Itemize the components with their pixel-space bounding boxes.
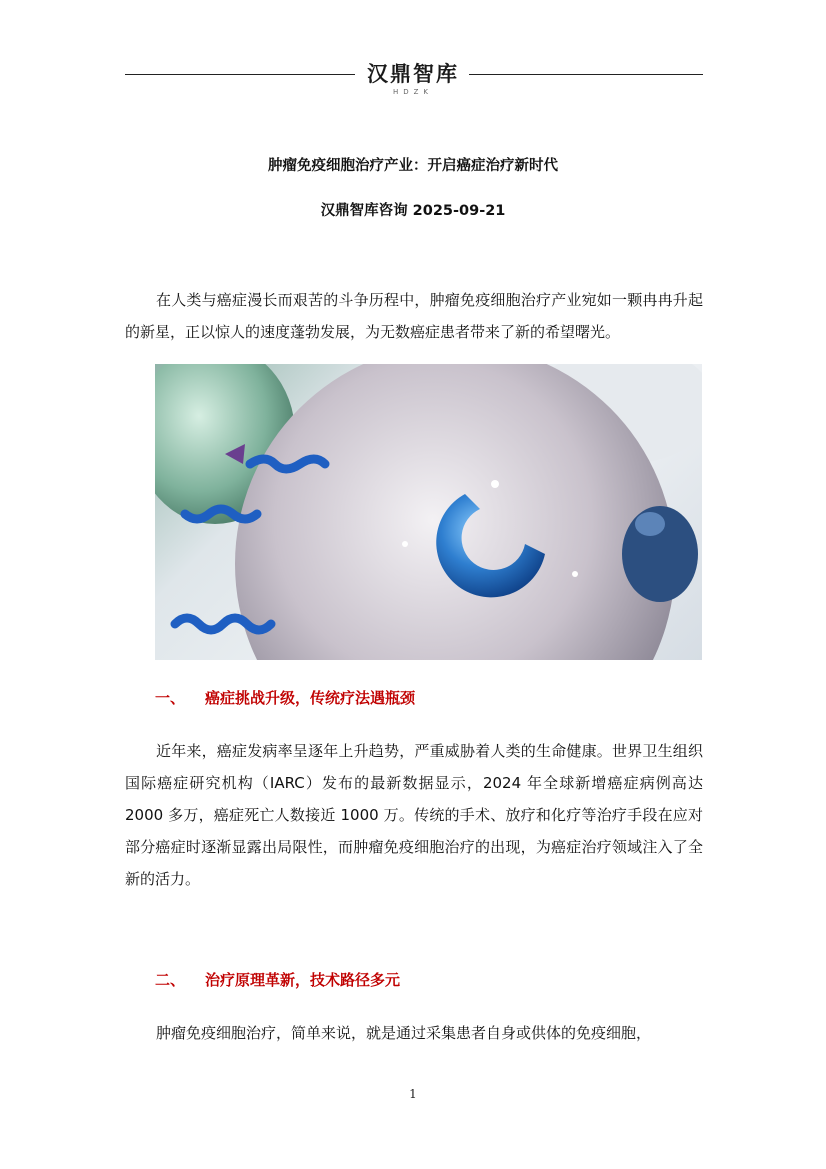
- section-2-number: 二、: [155, 971, 186, 989]
- section-1-heading: [155, 688, 415, 708]
- immune-cell-illustration-graphic: [155, 364, 702, 660]
- immune-cell-illustration: [155, 364, 702, 660]
- section-2-title: 治疗原理革新，技术路径多元: [205, 971, 401, 989]
- section-2-paragraph: 肿瘤免疫细胞治疗，简单来说，就是通过采集患者自身或供体的免疫细胞，: [156, 1024, 652, 1042]
- page-number: 1: [409, 1087, 417, 1101]
- brand-logo: 汉鼎智库: [367, 62, 459, 86]
- intro-paragraph: 在人类与癌症漫长而艰苦的斗争历程中，肿瘤免疫细胞治疗产业宛如一颗冉冉升起的新星，正以惊人的速度蓬勃发展，为无数癌症患者带来了新的希望曙光。: [125, 291, 703, 341]
- section-2-heading: [155, 970, 400, 990]
- header-rule-left: [125, 74, 355, 75]
- document-title: 肿瘤免疫细胞治疗产业：开启癌症治疗新时代: [268, 158, 558, 174]
- document-header: [125, 60, 703, 100]
- header-rule-right: [469, 74, 703, 75]
- brand-logo-subtext: HDZK: [392, 88, 434, 96]
- section-1-paragraph: 近年来，癌症发病率呈逐年上升趋势，严重威胁着人类的生命健康。世界卫生组织国际癌症研究机构（IARC）发布的最新数据显示，2024 年全球新增癌症病例高达 2000 多万，癌症死亡人数接近 1000 万。传统的手术、放疗和化疗等治疗手段在应对部分癌症时逐渐显露出局限性，而肿瘤免疫细胞治疗的出现，为癌症治疗领域注入了全新的活力。: [125, 742, 703, 888]
- section-1-number: 一、: [155, 689, 186, 707]
- document-byline: 汉鼎智库咨询 2025-09-21: [320, 203, 506, 219]
- section-1-title: 癌症挑战升级，传统疗法遇瓶颈: [205, 689, 416, 707]
